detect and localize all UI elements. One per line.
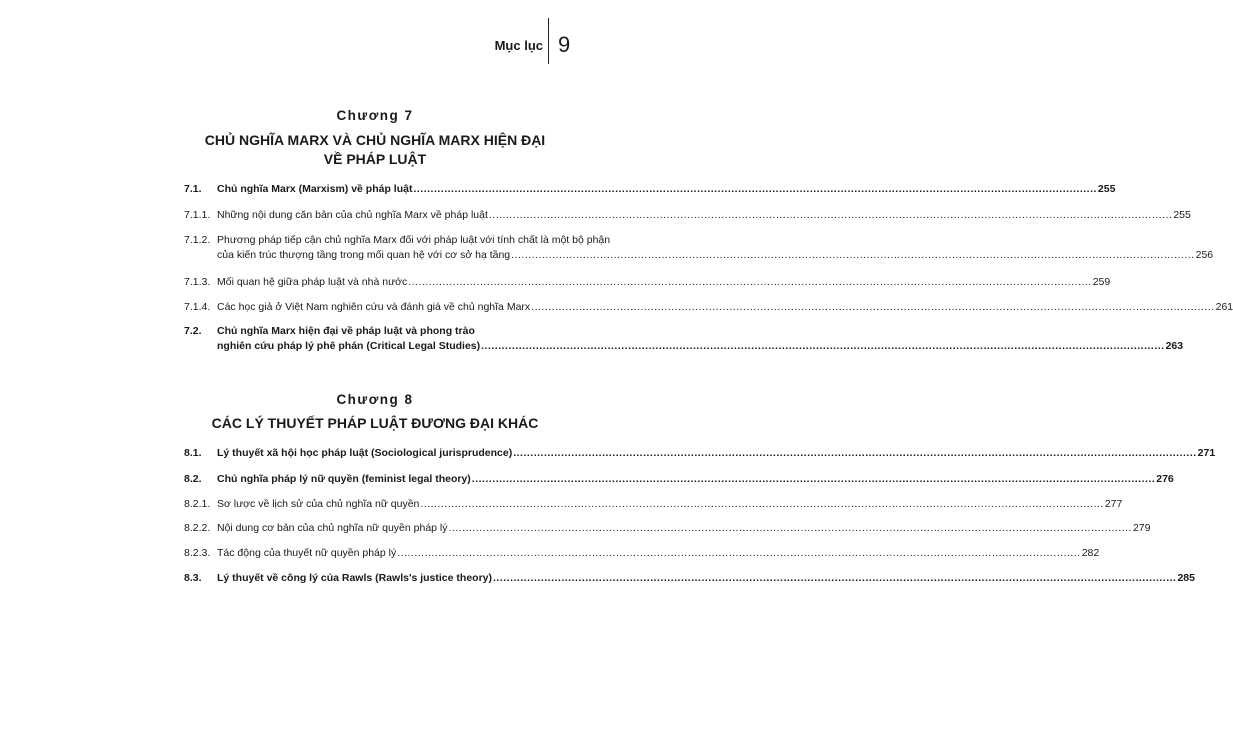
toc-entry-number: 7.1.4. bbox=[184, 301, 211, 313]
dot-leader: ........................................................................................................................................................................................................ bbox=[493, 572, 1177, 584]
toc-entry-page: 276 bbox=[1156, 473, 1174, 485]
chapter-title bbox=[0, 131, 750, 169]
toc-entry-number: 7.2. bbox=[184, 325, 202, 337]
toc-entry-body bbox=[217, 275, 1111, 290]
running-title: Mục lục bbox=[494, 38, 543, 53]
toc-entry-line bbox=[217, 497, 1123, 512]
toc-entry-number: 7.1.1. bbox=[184, 209, 211, 221]
toc-entry-body bbox=[217, 497, 1123, 512]
toc-entry-number: 7.1.2. bbox=[184, 234, 211, 246]
toc-entry-body bbox=[217, 182, 1116, 197]
toc-entry-title: Tác động của thuyết nữ quyền pháp lý bbox=[217, 547, 397, 559]
toc-entry-page: 279 bbox=[1132, 522, 1151, 534]
toc-entry-title: Lý thuyết về công lý của Rawls (Rawls's justice theory) bbox=[217, 572, 492, 584]
chapter-title-line: CHỦ NGHĨA MARX VÀ CHỦ NGHĨA MARX HIỆN ĐẠI bbox=[204, 132, 546, 148]
toc-entry-line bbox=[217, 472, 1174, 487]
toc-entry-line bbox=[217, 546, 1100, 561]
toc-entry-line bbox=[217, 324, 568, 339]
dot-leader: ........................................................................................................................................................................................................ bbox=[488, 209, 1173, 221]
toc-entry-number: 7.1.3. bbox=[184, 276, 211, 288]
toc-entry-line bbox=[217, 275, 1111, 290]
toc-entry-title: nghiên cứu pháp lý phê phán (Critical Legal Studies) bbox=[217, 340, 481, 352]
toc-entry-body bbox=[217, 324, 1184, 354]
toc-entry-title: Lý thuyết xã hội học pháp luật (Sociological jurisprudence) bbox=[217, 447, 513, 459]
dot-leader: ........................................................................................................................................................................................................ bbox=[448, 522, 1132, 534]
toc-entry-number: 7.1. bbox=[184, 183, 202, 195]
toc-entry-line bbox=[217, 182, 1116, 197]
toc-entry-page: 285 bbox=[1177, 572, 1195, 584]
chapter-label: Chương 8 bbox=[336, 392, 414, 407]
toc-entry-body bbox=[217, 300, 1233, 315]
dot-leader: ........................................................................................................................................................................................................ bbox=[413, 183, 1097, 195]
toc-entry-title: Các học giả ở Việt Nam nghiên cứu và đánh giá về chủ nghĩa Marx bbox=[217, 301, 531, 313]
chapter-title bbox=[0, 414, 750, 433]
toc-entry-body bbox=[217, 472, 1174, 487]
toc-entry-title: Chủ nghĩa pháp lý nữ quyền (feminist legal theory) bbox=[217, 473, 471, 485]
dot-leader: ........................................................................................................................................................................................................ bbox=[481, 340, 1165, 352]
toc-entry-page: 271 bbox=[1197, 447, 1216, 459]
toc-entry-line bbox=[217, 446, 1216, 461]
dot-leader: ........................................................................................................................................................................................................ bbox=[420, 498, 1104, 510]
toc-entry-title: Mối quan hệ giữa pháp luật và nhà nước bbox=[217, 276, 408, 288]
toc-entry-number: 8.2.2. bbox=[184, 522, 211, 534]
toc-entry-title: Chủ nghĩa Marx hiện đại về pháp luật và phong trào bbox=[217, 325, 475, 337]
toc-entry-title: Phương pháp tiếp cận chủ nghĩa Marx đối với pháp luật với tính chất là một bộ phận bbox=[217, 234, 611, 246]
toc-entry-page: 256 bbox=[1195, 249, 1214, 261]
toc-entry-number: 8.2. bbox=[184, 473, 202, 485]
toc-entry-title: Chủ nghĩa Marx (Marxism) về pháp luật bbox=[217, 183, 413, 195]
toc-entry-page: 263 bbox=[1165, 340, 1184, 352]
toc-entry-title: Sơ lược về lịch sử của chủ nghĩa nữ quyền bbox=[217, 498, 420, 510]
chapter-title-line: VỀ PHÁP LUẬT bbox=[323, 151, 427, 167]
toc-entry-line bbox=[217, 248, 1214, 263]
toc-entry-number: 8.3. bbox=[184, 572, 202, 584]
toc-entry-title: Những nội dung căn bản của chủ nghĩa Marx về pháp luật bbox=[217, 209, 488, 221]
toc-entry-page: 282 bbox=[1081, 547, 1100, 559]
dot-leader: ........................................................................................................................................................................................................ bbox=[408, 276, 1092, 288]
toc-entry-title: của kiến trúc thượng tầng trong mối quan hệ với cơ sở hạ tầng bbox=[217, 249, 511, 261]
toc-entry-line bbox=[217, 233, 611, 248]
toc-entry-page: 255 bbox=[1097, 183, 1116, 195]
toc-entry-page: 261 bbox=[1215, 301, 1233, 313]
toc-entry-title: Nội dung cơ bản của chủ nghĩa nữ quyền pháp lý bbox=[217, 522, 448, 534]
dot-leader: ........................................................................................................................................................................................................ bbox=[511, 249, 1195, 261]
toc-entry-body bbox=[217, 571, 1195, 586]
page-number: 9 bbox=[558, 32, 571, 57]
toc-entry-page: 277 bbox=[1104, 498, 1123, 510]
toc-entry-page: 255 bbox=[1173, 209, 1191, 221]
chapter-title-line: CÁC LÝ THUYẾT PHÁP LUẬT ĐƯƠNG ĐẠI KHÁC bbox=[211, 415, 539, 431]
toc-entry-body bbox=[217, 546, 1100, 561]
toc-entry-line bbox=[217, 300, 1233, 315]
toc-entry-line bbox=[217, 521, 1151, 536]
dot-leader: ........................................................................................................................................................................................................ bbox=[471, 473, 1156, 485]
dot-leader: ........................................................................................................................................................................................................ bbox=[531, 301, 1215, 313]
chapter-label: Chương 7 bbox=[336, 108, 414, 123]
toc-entry-body bbox=[217, 208, 1191, 223]
toc-entry-page: 259 bbox=[1092, 276, 1111, 288]
toc-entry-body bbox=[217, 521, 1151, 536]
toc-entry-line bbox=[217, 339, 1184, 354]
page-header bbox=[0, 18, 750, 68]
toc-entry-line bbox=[217, 571, 1195, 586]
toc-entry-number: 8.2.1. bbox=[184, 498, 211, 510]
dot-leader: ........................................................................................................................................................................................................ bbox=[513, 447, 1197, 459]
toc-entry-body bbox=[217, 446, 1216, 461]
toc-entry-number: 8.2.3. bbox=[184, 547, 211, 559]
toc-entry-line bbox=[217, 208, 1191, 223]
dot-leader: ........................................................................................................................................................................................................ bbox=[397, 547, 1081, 559]
header-divider bbox=[548, 18, 549, 64]
toc-entry-body bbox=[217, 233, 1214, 263]
toc-entry-number: 8.1. bbox=[184, 447, 202, 459]
